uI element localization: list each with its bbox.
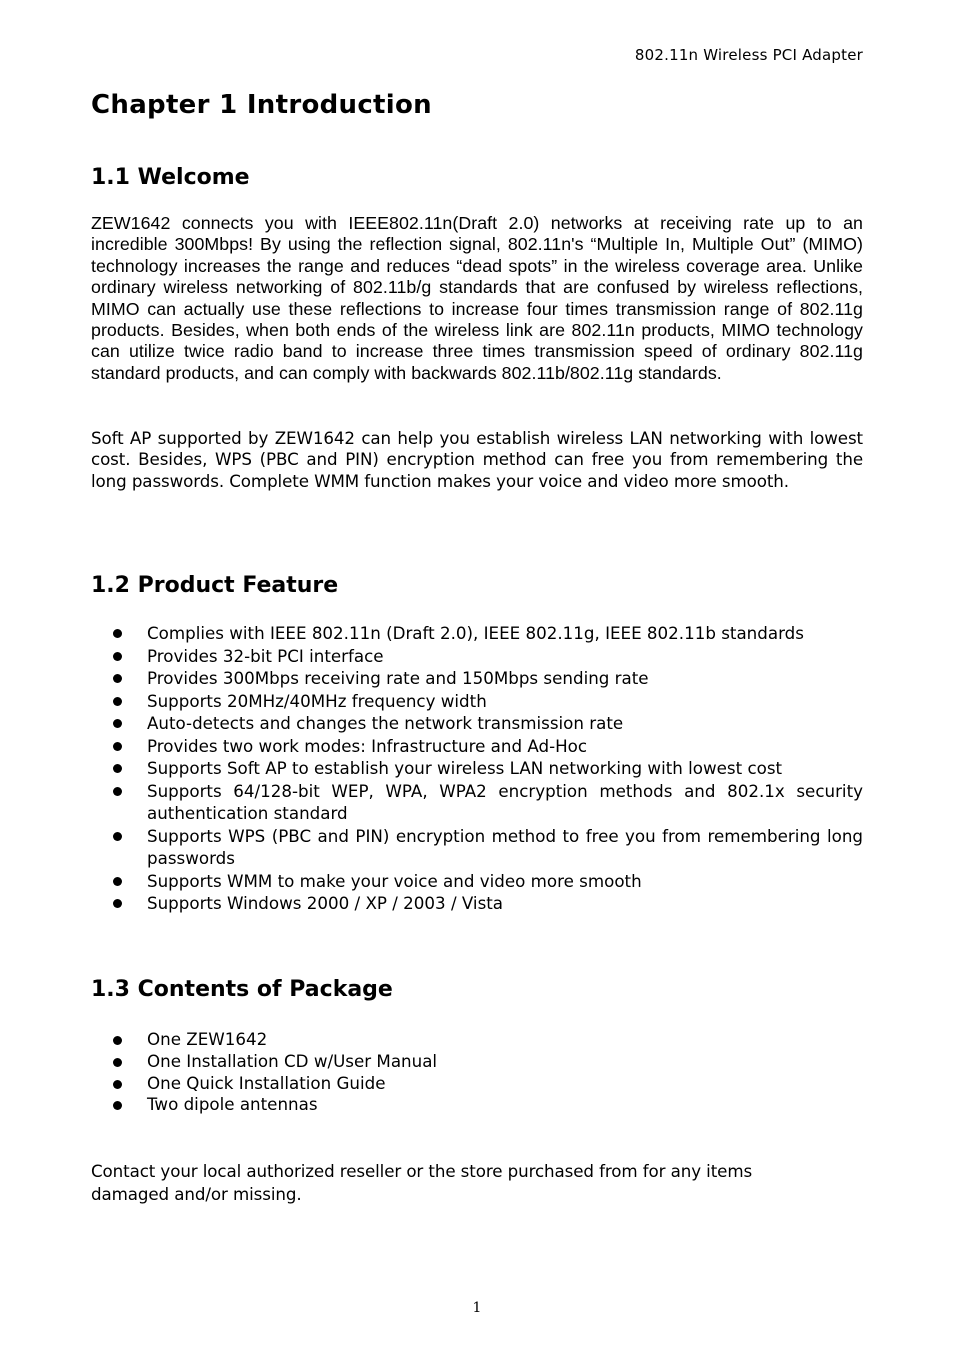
list-item [91,870,863,893]
bullet-icon [113,832,122,841]
list-item [91,690,863,713]
bullet-icon [113,719,122,728]
bullet-icon [113,652,122,661]
feature-text: Supports Soft AP to establish your wireless LAN networking with lowest cost [147,758,783,778]
list-item [91,712,863,735]
package-list [91,1029,863,1116]
bullet-icon [113,877,122,886]
bullet-icon [113,787,122,796]
feature-list [91,622,863,915]
bullet-icon [113,742,122,751]
welcome-paragraph-1: ZEW1642 connects you with IEEE802.11n(Draft 2.0) networks at receiving rate up to an incredible 300Mbps! By using the reflection signal, 802.11n's “Multiple In, Multiple Out” (MIMO) technology increases the range and reduces “dead spots” in the wireless coverage area. Unlike ordinary wireless networking of 802.11b/g standards that are confused by wireless reflections, MIMO can actually use these reflections to increase four times transmission range of 802.11g products. Besides, when both ends of the wireless link are 802.11n products, MIMO technology can utilize twice radio band to increase three times transmission speed of ordinary 802.11g standard products, and can comply with backwards 802.11b/802.11g standards. [91,213,863,383]
bullet-icon [113,899,122,908]
feature-text: Supports WMM to make your voice and video more smooth [147,870,642,891]
package-text: One ZEW1642 [147,1029,268,1049]
package-text: Two dipole antennas [147,1094,318,1115]
section-title-product-feature: 1.2 Product Feature [91,573,339,598]
bullet-icon [113,1101,122,1110]
welcome-paragraph-2: Soft AP supported by ZEW1642 can help you establish wireless LAN networking with lowest cost. Besides, WPS (PBC and PIN) encryption method can free you from remembering the long passwords. Complete WMM function makes your voice and video more smooth. [91,428,863,491]
package-text: One Quick Installation Guide [147,1072,386,1093]
section-title-welcome: 1.1 Welcome [91,165,250,190]
list-item [91,667,863,690]
bullet-icon [113,697,122,706]
feature-text: Supports Windows 2000 / XP / 2003 / Vista [147,893,504,913]
feature-text: Provides 300Mbps receiving rate and 150Mbps sending rate [147,668,649,688]
bullet-icon [113,1036,122,1045]
list-item [91,780,863,825]
list-item [91,622,863,645]
list-item [91,645,863,668]
package-note: Contact your local authorized reseller or the store purchased from for any items damaged and/or missing. [91,1161,753,1204]
feature-text: Supports WPS (PBC and PIN) encryption method to free you from remembering long passwords [147,825,863,868]
section-title-contents-of-package: 1.3 Contents of Package [91,977,393,1002]
feature-text: Provides 32-bit PCI interface [147,645,384,666]
list-item [91,1094,863,1116]
feature-text: Supports 64/128-bit WEP, WPA, WPA2 encryption methods and 802.1x security authentication standard [147,780,863,823]
package-text: One Installation CD w/User Manual [147,1050,438,1071]
bullet-icon [113,764,122,773]
list-item [91,735,863,758]
list-item [91,825,863,870]
bullet-icon [113,1080,122,1089]
page-number: 1 [472,1300,482,1316]
list-item [91,1029,863,1051]
feature-text: Supports 20MHz/40MHz frequency width [147,690,487,711]
bullet-icon [113,1058,122,1067]
list-item [91,1073,863,1095]
running-header: 802.11n Wireless PCI Adapter [634,46,863,64]
list-item [91,1051,863,1073]
feature-text: Complies with IEEE 802.11n (Draft 2.0), IEEE 802.11g, IEEE 802.11b standards [147,623,804,643]
feature-text: Auto-detects and changes the network transmission rate [147,713,624,733]
list-item [91,892,863,915]
chapter-title: Chapter 1 Introduction [91,90,432,120]
feature-text: Provides two work modes: Infrastructure and Ad-Hoc [147,735,588,756]
bullet-icon [113,629,122,638]
list-item [91,757,863,780]
bullet-icon [113,674,122,683]
